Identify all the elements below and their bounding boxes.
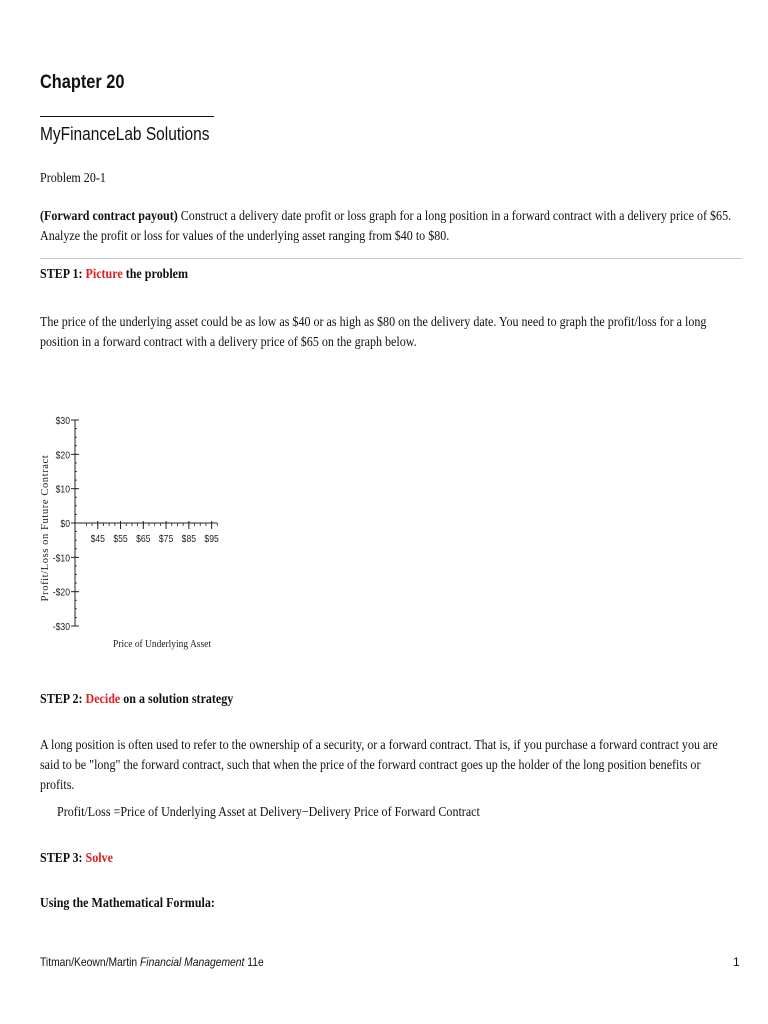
section-divider [40,258,742,259]
y-tick-label: -$30 [52,621,70,634]
footer-edition: 11e [247,955,264,969]
step-2-text: A long position is often used to refer to the ownership of a security, or a forward contract. That is, if you purchase a forward contract you are said to be "long" the forward contract, such that when the price of the forward contract goes up the holder of the long position benefits or profits. [40,738,718,793]
step-1-highlight: Picture [85,267,123,282]
step-1-prefix: STEP 1: [40,267,83,282]
y-tick-label: $10 [55,483,70,496]
footer-authors: Titman/Keown/Martin [40,955,138,969]
x-tick-label: $65 [136,533,151,546]
problem-number: Problem 20-1 [40,171,106,186]
chart-svg [28,404,228,656]
x-axis-label: Price of Underlying Asset [113,638,211,651]
x-tick-label: $95 [204,533,219,546]
x-tick-label: $85 [181,533,197,546]
step-3-heading [40,851,113,867]
step-2-heading [40,692,233,708]
y-tick-label: $30 [55,415,70,428]
title-underline [40,116,214,117]
x-tick-label: $45 [90,533,105,546]
step-3-prefix: STEP 3: [40,851,83,866]
footer-citation [40,955,264,969]
step-2-suffix: on a solution strategy [123,692,234,707]
page-subtitle: MyFinanceLab Solutions [40,124,210,144]
y-tick-label: $20 [55,449,70,462]
profit-loss-formula: Profit/Loss =Price of Underlying Asset at Delivery−Delivery Price of Forward Contract [57,805,480,820]
step-1-suffix: the problem [125,267,189,282]
step-2-prefix: STEP 2: [40,692,83,707]
profit-loss-chart [28,404,228,656]
step-3-highlight: Solve [85,851,113,866]
y-tick-label: -$20 [52,586,70,599]
step-2-highlight: Decide [85,692,121,707]
step-1-heading [40,267,188,283]
chapter-title: Chapter 20 [40,72,125,93]
step-1-text: The price of the underlying asset could be as low as $40 or as high as $80 on the delivery date. You need to graph the profit/loss for a long position in a forward contract with a delivery price of $65 on the graph below. [40,315,707,350]
y-tick-label: -$10 [52,552,70,565]
x-tick-label: $75 [158,533,174,546]
problem-lead: (Forward contract payout) [40,209,178,224]
formula-subheading: Using the Mathematical Formula: [40,896,215,911]
problem-statement [40,207,737,247]
y-axis-label: Profit/Loss on Future Contract [40,454,51,602]
x-tick-label: $55 [113,533,128,546]
page-number: 1 [733,955,740,969]
y-tick-label: $0 [60,518,70,531]
problem-text: Construct a delivery date profit or loss graph for a long position in a forward contract with a delivery price of $65. Analyze the profit or loss for values of the underlying asset ranging from $40 to $80. [40,209,732,244]
footer-book-title: Financial Management [140,955,245,969]
